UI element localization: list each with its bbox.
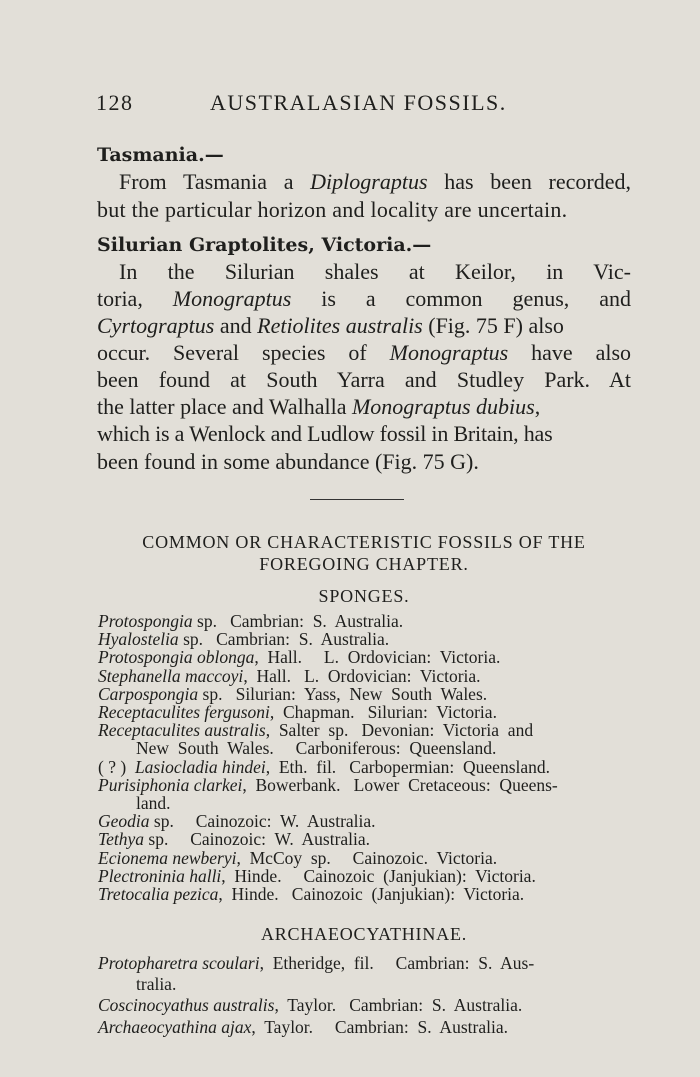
section-heading-silurian: Silurian Graptolites, Victoria.— xyxy=(97,234,432,256)
paragraph-line: From Tasmania a Diplograptus has been recorded, xyxy=(119,169,631,194)
paragraph-line: which is a Wenlock and Ludlow fossil in Britain, has xyxy=(97,421,553,446)
species-name: Hyalostelia xyxy=(98,629,179,650)
species-name: Protopharetra scoulari xyxy=(98,953,260,973)
species-name: Archaeocyathina ajax xyxy=(98,1016,252,1037)
species-name: Stephanella maccoyi xyxy=(98,665,244,686)
list-item xyxy=(98,1016,634,1038)
species-details: sp. Silurian: Yass, New South Wales. xyxy=(198,683,488,704)
paragraph-line: In the Silurian shales at Keilor, in Vic- xyxy=(119,259,631,284)
species-details: , Hinde. Cainozoic (Janjukian): Victoria. xyxy=(221,865,536,886)
archaeocyathinae-heading: ARCHAEOCYATHINAE. xyxy=(260,924,468,944)
species-name: Purisiphonia clarkei xyxy=(98,774,243,795)
species-details: , Eth. fil. Carbopermian: Queensland. xyxy=(265,756,551,777)
list-item: ( ? ) Lasiocladia hindei, Eth. fil. Carbopermian: Queensland. xyxy=(98,756,551,777)
species-name: Tretocalia pezica xyxy=(98,884,219,904)
species-details: sp. Cainozoic: W. Australia. xyxy=(144,829,371,850)
species-name: Receptaculites fergusoni xyxy=(98,702,270,722)
paragraph-line: Cyrtograptus and Retiolites australis (Fig. 75 F) also xyxy=(97,313,564,338)
species-details: , Salter sp. Devonian: Victoria and xyxy=(265,720,534,741)
sponges-heading: SPONGES. xyxy=(318,586,410,606)
species-name: Receptaculites australis xyxy=(98,720,266,741)
section-heading-tasmania: Tasmania.— xyxy=(97,144,224,166)
species-name: Coscinocyathus australis xyxy=(98,995,275,1016)
list-title-line1: COMMON OR CHARACTERISTIC FOSSILS OF THE xyxy=(142,532,586,552)
section-divider xyxy=(310,499,404,500)
page-number: 128 xyxy=(96,90,134,115)
species-details: sp. Cambrian: S. Australia. xyxy=(178,629,390,650)
species-name: Protospongia xyxy=(98,611,193,631)
species-name: Carpospongia xyxy=(98,683,199,704)
species-details: sp. Cambrian: S. Australia. xyxy=(192,611,404,631)
species-details: , Hinde. Cainozoic (Janjukian): Victoria. xyxy=(218,884,525,904)
species-name: Geodia xyxy=(98,811,150,832)
species-name: Protospongia oblonga xyxy=(98,647,255,668)
paragraph-line: occur. Several species of Monograptus have also xyxy=(97,340,632,365)
species-details: , Hall. L. Ordovician: Victoria. xyxy=(243,665,481,686)
list-item-continuation: tralia. xyxy=(136,974,177,995)
running-head xyxy=(96,90,536,120)
list-item xyxy=(98,994,634,1016)
species-details: , Taylor. Cambrian: S. Australia. xyxy=(251,1016,508,1037)
species-name: Tethya xyxy=(98,829,145,850)
species-details: , McCoy sp. Cainozoic. Victoria. xyxy=(236,847,498,868)
species-details: , Taylor. Cambrian: S. Australia. xyxy=(274,995,523,1016)
paragraph-line: toria, Monograptus is a common genus, and xyxy=(97,286,631,311)
list-item-continuation: land. xyxy=(136,793,171,813)
species-details: , Hall. L. Ordovician: Victoria. xyxy=(254,647,501,668)
paragraph-line: been found at South Yarra and Studley Park. At xyxy=(97,367,631,392)
species-details: , Bowerbank. Lower Cretaceous: Queens- xyxy=(242,774,558,795)
species-name: Plectroninia halli xyxy=(98,865,222,886)
species-details: sp. Cainozoic: W. Australia. xyxy=(149,811,376,832)
paragraph-line: been found in some abundance (Fig. 75 G). xyxy=(97,449,479,474)
species-name: Lasiocladia hindei xyxy=(134,756,266,777)
list-title-line2: FOREGOING CHAPTER. xyxy=(259,554,469,574)
list-item xyxy=(98,952,634,974)
species-details: , Chapman. Silurian: Victoria. xyxy=(269,702,497,722)
list-item-continuation: New South Wales. Carboniferous: Queensland. xyxy=(136,738,497,759)
running-title: AUSTRALASIAN FOSSILS. xyxy=(210,90,507,115)
species-name: Ecionema newberyi xyxy=(98,847,237,868)
paragraph-line: the latter place and Walhalla Monograptus dubius, xyxy=(97,394,541,419)
paragraph-line: but the particular horizon and locality are uncertain. xyxy=(97,197,568,222)
list-item xyxy=(98,883,634,905)
species-details: , Etheridge, fil. Cambrian: S. Aus- xyxy=(259,953,535,973)
